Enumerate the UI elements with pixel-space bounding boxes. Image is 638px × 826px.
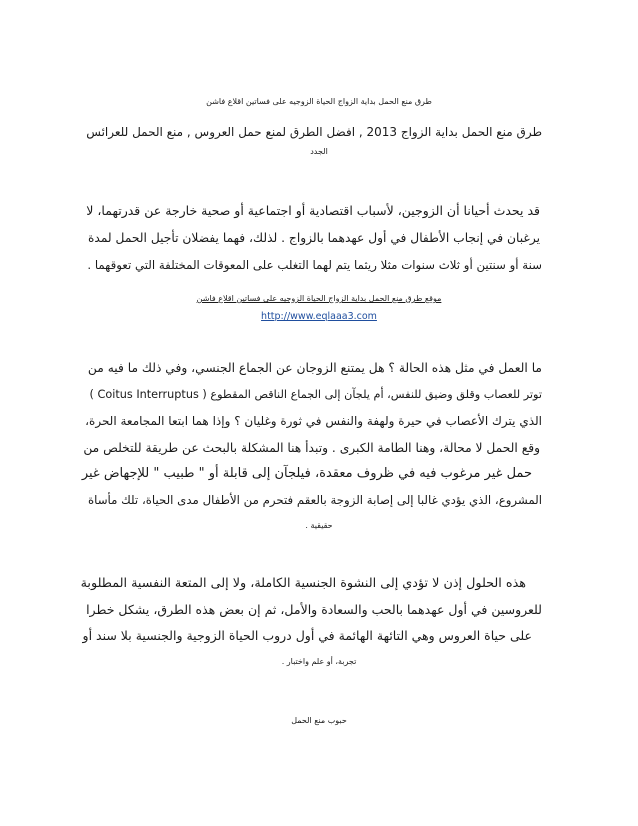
- section-heading: حبوب منع الحمل: [291, 716, 347, 725]
- paragraph-line: وقع الحمل لا محالة، وهنا الطامة الكبرى . وتبدأ هنا المشكلة بالبحث عن طريقة للتخلص من: [83, 441, 540, 455]
- subtitle-line: طرق منع الحمل بداية الزواج 2013 , افضل الطرق لمنع حمل العروس , منع الحمل للعرائس: [86, 125, 542, 139]
- paragraph-line: يرغبان في إنجاب الأطفال في أول عهدهما بالزواج . لذلك، فهما يفضلان تأجيل الحمل لمدة: [87, 231, 540, 245]
- paragraph-line: سنة أو سنتين أو ثلاث سنوات مثلا ريثما يتم لهما التغلب على المعوقات المختلفة التي تعوقهما .: [87, 258, 542, 272]
- paragraph-line: هذه الحلول إذن لا تؤدي إلى النشوة الجنسية الكاملة، ولا إلى المتعة النفسية المطلوبة: [80, 576, 526, 591]
- paragraph-line: تجربة، أو علم واختبار .: [281, 657, 357, 666]
- paragraph-line: المشروع، الذي يؤدي غالبا إلى إصابة الزوجة بالعقم فتحرم من الأطفال مدى الحياة، تلك مأساة: [87, 493, 542, 507]
- paragraph-line: حمل غير مرغوب فيه في ظروف معقدة، فيلجآن إلى قابلة أو " طبيب " للإجهاض غير: [81, 466, 532, 481]
- site-link-heading[interactable]: موقع طرق منع الحمل بداية الزواج الحياة الزوجيه على فساتين اقلاع فاشن: [196, 294, 442, 303]
- paragraph-line: حقيقية .: [305, 521, 333, 530]
- paragraph-line: ما العمل في مثل هذه الحالة ؟ هل يمتنع الزوجان عن الجماع الجنسي، وفي ذلك ما فيه من: [87, 361, 542, 375]
- paragraph-line: للعروسين في أول عهدهما بالحب والسعادة والأمل، ثم إن بعض هذه الطرق، يشكل خطرا: [86, 602, 542, 617]
- paragraph-line: توتر للعصاب وقلق وضيق للنفس، أم يلجآن إلى الجماع الناقص المقطوع ( Coitus Interruptus ): [89, 388, 542, 401]
- paragraph-line: على حياة العروس وهي التائهة الهائمة في أول دروب الحياة الزوجية والجنسية بلا سند أو: [82, 628, 532, 643]
- subtitle-line: الجدد: [310, 147, 328, 156]
- site-url-link[interactable]: http://www.eqlaaa3.com: [261, 311, 377, 322]
- paragraph-line: الذي يترك الأعصاب في حيرة ولهفة والنفس في ثورة وغليان ؟ وإذا هما ابتعا المجامعة الحرة،: [85, 414, 542, 428]
- document-title: طرق منع الحمل بداية الزواج الحياة الزوجيه على فساتين اقلاع فاشن: [206, 97, 432, 106]
- paragraph-line: قد يحدث أحيانا أن الزوجين، لأسباب اقتصادية أو اجتماعية أو صحية خارجة عن قدرتهما، لا: [86, 203, 540, 218]
